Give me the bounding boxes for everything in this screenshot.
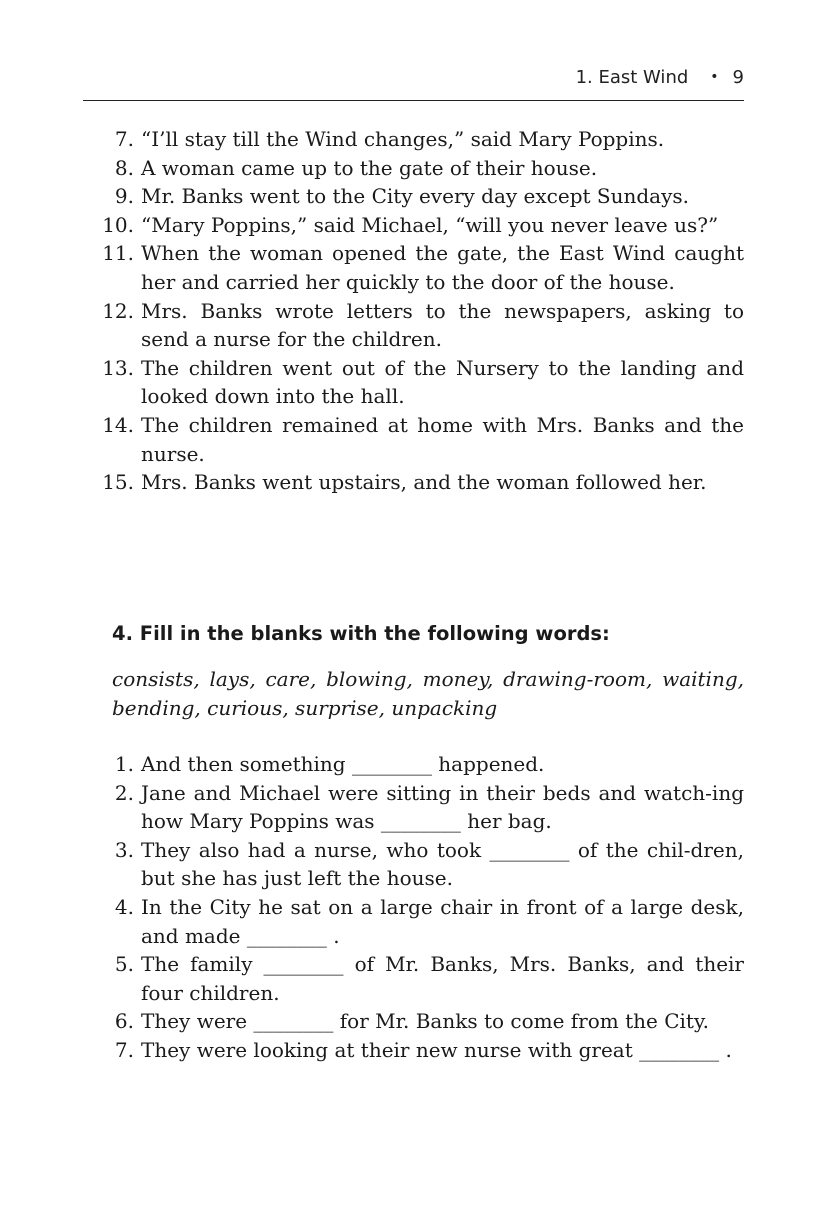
item-number: 7. (114, 127, 134, 151)
list-item (0, 779, 827, 836)
list-item (0, 893, 827, 950)
list-item (0, 1036, 827, 1065)
item-text: They also had a nurse, who took ________ of the chil-dren, but she has just left the house. (141, 837, 744, 891)
header-text (576, 67, 744, 88)
list-item (0, 750, 827, 779)
item-text: And then something ________ happened. (141, 752, 545, 776)
statements-list (0, 125, 827, 497)
item-number: 9. (114, 184, 134, 209)
list-item (0, 468, 827, 497)
item-text: They were ________ for Mr. Banks to come from the City. (141, 1009, 709, 1034)
item-text: In the City he sat on a large chair in front of a large desk, and made ________ . (141, 894, 744, 948)
list-item (0, 125, 827, 154)
list-item (0, 1007, 827, 1036)
item-text: Mr. Banks went to the City every day except Sundays. (141, 184, 689, 209)
exercise-heading: 4. Fill in the blanks with the following words: (112, 622, 610, 645)
item-number: 14. (102, 412, 134, 437)
page-number: 9 (732, 67, 744, 88)
running-header (83, 64, 744, 101)
list-item (0, 239, 827, 296)
item-number: 15. (102, 470, 134, 495)
list-item (0, 836, 827, 893)
item-text: Mrs. Banks went upstairs, and the woman followed her. (141, 470, 707, 495)
word-bank: consists, lays, care, blowing, money, drawing-room, waiting, bending, curious, surprise, unpacking (112, 667, 744, 720)
item-number: 13. (102, 355, 134, 380)
list-item (0, 154, 827, 183)
list-item (0, 354, 827, 411)
item-text: They were looking at their new nurse with great ________ . (141, 1037, 732, 1062)
item-number: 12. (102, 298, 134, 323)
item-number: 4. (114, 894, 134, 919)
header-separator: • (710, 69, 719, 85)
list-item (0, 182, 827, 211)
item-text: The children remained at home with Mrs. Banks and the nurse. (141, 412, 744, 466)
item-text: The children went out of the Nursery to the landing and looked down into the hall. (141, 355, 744, 409)
item-text: Jane and Michael were sitting in their beds and watch-ing how Mary Poppins was ________ her bag. (141, 780, 744, 834)
list-item (0, 950, 827, 1007)
item-number: 10. (102, 212, 134, 237)
item-text: “I’ll stay till the Wind changes,” said Mary Poppins. (141, 127, 665, 151)
item-number: 7. (114, 1037, 134, 1062)
item-number: 8. (114, 155, 134, 180)
item-number: 3. (114, 837, 134, 862)
list-item (0, 297, 827, 354)
item-number: 11. (102, 241, 134, 266)
item-text: “Mary Poppins,” said Michael, “will you never leave us?” (141, 212, 719, 237)
fill-in-blanks-list (0, 750, 827, 1065)
item-number: 1. (114, 752, 134, 776)
list-item (0, 411, 827, 468)
item-number: 5. (114, 952, 134, 977)
item-number: 2. (114, 780, 134, 805)
item-text: The family ________ of Mr. Banks, Mrs. Banks, and their four children. (141, 952, 744, 1005)
item-text: When the woman opened the gate, the East Wind caught her and carried her quickly to the door of the house. (141, 241, 744, 294)
item-number: 6. (114, 1009, 134, 1034)
item-text: Mrs. Banks wrote letters to the newspapers, asking to send a nurse for the children. (141, 298, 744, 352)
chapter-title: 1. East Wind (575, 67, 689, 88)
list-item (0, 211, 827, 240)
item-text: A woman came up to the gate of their house. (141, 155, 598, 180)
